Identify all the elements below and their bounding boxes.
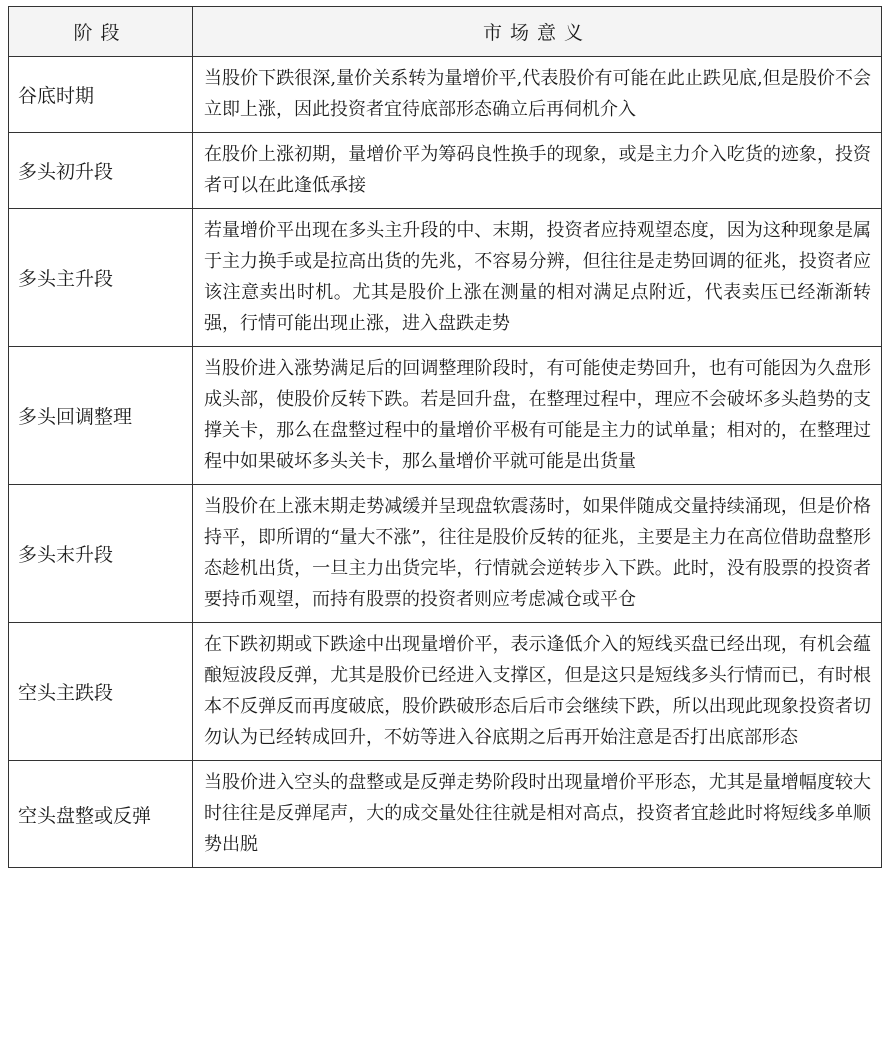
- stage-cell: 多头主升段: [9, 209, 193, 347]
- meaning-cell: 在股价上涨初期，量增价平为筹码良性换手的现象，或是主力介入吃货的迹象，投资者可以在此逢低承接: [193, 133, 882, 209]
- meaning-cell: 当股价进入涨势满足后的回调整理阶段时，有可能使走势回升，也有可能因为久盘形成头部，使股价反转下跌。若是回升盘，在整理过程中，理应不会破坏多头趋势的支撑关卡，那么在盘整过程中的量增价平极有可能是主力的试单量；相对的，在整理过程中如果破坏多头关卡，那么量增价平就可能是出货量: [193, 347, 882, 485]
- table-row: [9, 485, 882, 623]
- meaning-cell: 当股价下跌很深,量价关系转为量增价平,代表股价有可能在此止跌见底,但是股价不会立即上涨，因此投资者宜待底部形态确立后再伺机介入: [193, 57, 882, 133]
- header-stage: 阶段: [9, 7, 193, 57]
- meaning-cell: 在下跌初期或下跌途中出现量增价平，表示逢低介入的短线买盘已经出现，有机会蕴酿短波段反弹，尤其是股价已经进入支撑区，但是这只是短线多头行情而已，有时根本不反弹反而再度破底，股价跌破形态后后市会继续下跌，所以出现此现象投资者切勿认为已经转成回升，不妨等进入谷底期之后再开始注意是否打出底部形态: [193, 623, 882, 761]
- stage-cell: 空头盘整或反弹: [9, 761, 193, 868]
- meaning-cell: 当股价在上涨末期走势减缓并呈现盘软震荡时，如果伴随成交量持续涌现，但是价格持平，即所谓的“量大不涨”，往往是股价反转的征兆，主要是主力在高位借助盘整形态趁机出货，一旦主力出货完毕，行情就会逆转步入下跌。此时，没有股票的投资者要持币观望，而持有股票的投资者则应考虑减仓或平仓: [193, 485, 882, 623]
- stage-cell: 多头回调整理: [9, 347, 193, 485]
- table-row: [9, 133, 882, 209]
- stage-cell: 谷底时期: [9, 57, 193, 133]
- stage-cell: 多头末升段: [9, 485, 193, 623]
- meaning-cell: 若量增价平出现在多头主升段的中、末期，投资者应持观望态度，因为这种现象是属于主力换手或是拉高出货的先兆，不容易分辨，但往往是走势回调的征兆，投资者应该注意卖出时机。尤其是股价上涨在测量的相对满足点附近，代表卖压已经渐渐转强，行情可能出现止涨，进入盘跌走势: [193, 209, 882, 347]
- table-row: [9, 347, 882, 485]
- table-row: [9, 761, 882, 868]
- table-row: [9, 623, 882, 761]
- header-meaning: 市场意义: [193, 7, 882, 57]
- stage-cell: 多头初升段: [9, 133, 193, 209]
- market-meaning-table: [8, 6, 882, 868]
- table-header-row: [9, 7, 882, 57]
- table-row: [9, 209, 882, 347]
- market-meaning-table-container: [8, 6, 881, 868]
- table-row: [9, 57, 882, 133]
- meaning-cell: 当股价进入空头的盘整或是反弹走势阶段时出现量增价平形态，尤其是量增幅度较大时往往是反弹尾声，大的成交量处往往就是相对高点，投资者宜趁此时将短线多单顺势出脱: [193, 761, 882, 868]
- stage-cell: 空头主跌段: [9, 623, 193, 761]
